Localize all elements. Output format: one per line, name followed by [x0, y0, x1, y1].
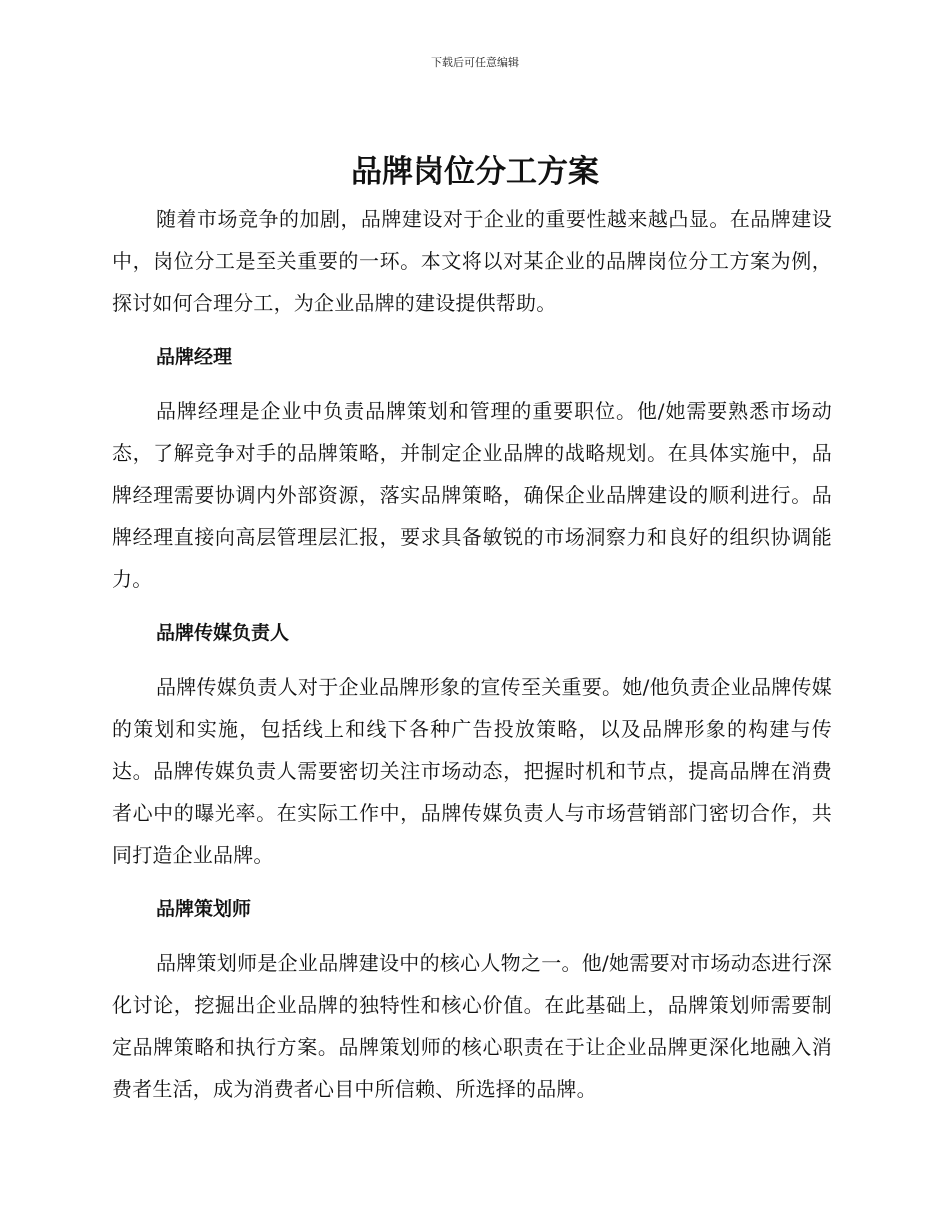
- intro-paragraph: 随着市场竞争的加剧，品牌建设对于企业的重要性越来越凸显。在品牌建设中，岗位分工是至关重要的一环。本文将以对某企业的品牌岗位分工方案为例，探讨如何合理分工，为企业品牌的建设提供帮助。: [112, 207, 832, 315]
- section-body-media-lead: 品牌传媒负责人对于企业品牌形象的宣传至关重要。她/他负责企业品牌传媒的策划和实施，包括线上和线下各种广告投放策略，以及品牌形象的构建与传达。品牌传媒负责人需要密切关注市场动态，把握时机和节点，提高品牌在消费者心中的曝光率。在实际工作中，品牌传媒负责人与市场营销部门密切合作，共同打造企业品牌。: [112, 675, 832, 867]
- header-note: 下载后可任意编辑: [431, 56, 519, 69]
- section-body-brand-planner: 品牌策划师是企业品牌建设中的核心人物之一。他/她需要对市场动态进行深化讨论，挖掘出企业品牌的独特性和核心价值。在此基础上，品牌策划师需要制定品牌策略和执行方案。品牌策划师的核心职责在于让企业品牌更深化地融入消费者生活，成为消费者心目中所信赖、所选择的品牌。: [112, 951, 832, 1101]
- section-heading-brand-planner: 品牌策划师: [156, 898, 252, 920]
- section-body-brand-manager: 品牌经理是企业中负责品牌策划和管理的重要职位。他/她需要熟悉市场动态，了解竞争对手的品牌策略，并制定企业品牌的战略规划。在具体实施中，品牌经理需要协调内外部资源，落实品牌策略，确保企业品牌建设的顺利进行。品牌经理直接向高层管理层汇报，要求具备敏锐的市场洞察力和良好的组织协调能力。: [112, 399, 832, 591]
- page-title: 品牌岗位分工方案: [351, 154, 599, 190]
- document-body: [112, 198, 832, 1110]
- section-heading-brand-manager: 品牌经理: [156, 346, 233, 368]
- section-heading-media-lead: 品牌传媒负责人: [156, 622, 290, 644]
